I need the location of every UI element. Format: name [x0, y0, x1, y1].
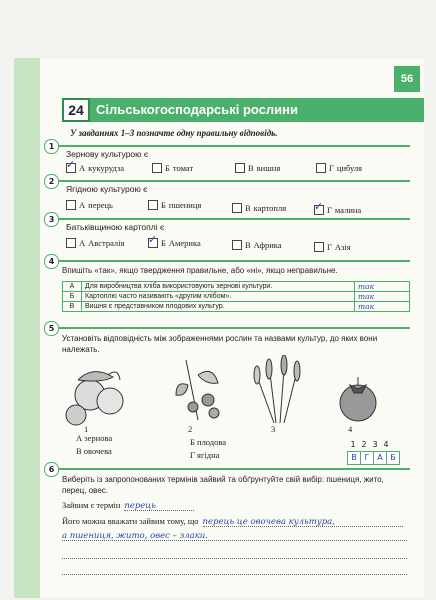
- answer-line-4[interactable]: [62, 548, 407, 559]
- choice-c: [76, 446, 112, 456]
- grid-header-1: 1: [350, 440, 356, 449]
- topic-number: 24: [62, 98, 90, 122]
- table-row: [63, 282, 410, 292]
- choice-d-label: ягідна: [197, 450, 220, 460]
- wheat-illustration: [254, 355, 300, 423]
- q3-option-b-label: Америка: [168, 238, 201, 248]
- q2-option-b-checkbox[interactable]: [148, 200, 158, 210]
- q2-option-b-label: пшениця: [168, 200, 202, 210]
- row-statement: Для виробництва хліба використовують зернові культури.: [82, 282, 355, 292]
- q2-option-c-letter: В: [245, 203, 251, 213]
- q1-option-c-label: вишня: [256, 163, 281, 173]
- q3-option-a-label: Австралія: [88, 238, 125, 248]
- table-row: [63, 302, 410, 312]
- q3-option-a-checkbox[interactable]: [66, 238, 76, 248]
- grid-header-2: 2: [361, 440, 367, 449]
- question-3-text: Батьківщиною картоплі є: [66, 222, 165, 232]
- q1-option-b[interactable]: [152, 163, 193, 173]
- choice-b: [190, 437, 226, 447]
- page-sidebar: [14, 58, 40, 598]
- apple-illustration: [66, 372, 123, 425]
- row-letter: А: [63, 282, 82, 292]
- q1-option-a[interactable]: [66, 159, 125, 173]
- image-number-3: 3: [271, 424, 276, 434]
- q3-option-a[interactable]: [66, 238, 124, 248]
- q3-option-c-label: Африка: [253, 240, 282, 250]
- row-letter: Б: [63, 292, 82, 302]
- question-1-number: 1: [44, 139, 59, 154]
- check-mark-icon: ✓: [148, 234, 158, 246]
- choice-b-label: плодова: [197, 437, 227, 447]
- q1-option-c[interactable]: [235, 163, 280, 173]
- answer-line-3[interactable]: [62, 530, 407, 541]
- row-statement: Вишня є представником плодових культур.: [82, 302, 355, 312]
- question-1-text: Зернову культурою є: [66, 149, 149, 159]
- question-5-number: 5: [44, 321, 59, 336]
- q1-option-d[interactable]: [316, 163, 362, 173]
- question-6-text: Виберіть із запропонованих термінів зайвий та обґрунтуйте свій вибір: пшениця, жито, перец, овес.: [62, 475, 384, 495]
- q3-option-d-letter: Г: [327, 242, 332, 252]
- answer-cell[interactable]: так: [355, 292, 410, 302]
- q3-option-a-letter: А: [79, 238, 86, 248]
- q3-option-d[interactable]: [314, 242, 351, 252]
- check-mark-icon: ✓: [66, 159, 76, 171]
- q1-option-a-checkbox[interactable]: [66, 159, 76, 173]
- plant-illustrations: [58, 355, 418, 430]
- answer-line-1-label: Зайвим є термін: [62, 500, 121, 510]
- answer-cell[interactable]: так: [355, 302, 410, 312]
- question-3-number: 3: [44, 212, 59, 227]
- answer-line-1-value: перець: [124, 501, 156, 511]
- answer-line-5[interactable]: [62, 564, 407, 575]
- q2-option-a-label: перець: [88, 200, 113, 210]
- choice-c-letter: В: [76, 446, 82, 456]
- answer-line-1: [62, 500, 194, 511]
- q2-option-d[interactable]: [314, 201, 362, 215]
- answer-line-2-value: перець це овочева культура,: [202, 517, 335, 527]
- answer-line-3-value: а пшениця, жито, овес – злаки.: [62, 531, 208, 541]
- q2-option-c[interactable]: [232, 203, 286, 213]
- q2-option-a[interactable]: [66, 200, 113, 210]
- q3-option-c[interactable]: [232, 240, 282, 250]
- image-number-2: 2: [188, 424, 193, 434]
- q2-option-d-label: малина: [334, 205, 362, 215]
- question-3-rule: [58, 218, 410, 220]
- q2-option-c-label: картопля: [253, 203, 287, 213]
- answer-grid-cell-1[interactable]: В: [347, 451, 361, 465]
- question-2-text: Ягідною культурою є: [66, 184, 148, 194]
- image-number-1: 1: [84, 424, 89, 434]
- q1-option-a-label: кукурудза: [88, 163, 125, 173]
- answer-cell[interactable]: так: [355, 282, 410, 292]
- answer-line-1-field[interactable]: [124, 500, 194, 511]
- q2-option-c-checkbox[interactable]: [232, 203, 242, 213]
- q3-option-b[interactable]: [148, 234, 201, 248]
- choice-a: [76, 433, 112, 443]
- q3-option-d-label: Азія: [334, 242, 351, 252]
- q3-option-c-letter: В: [245, 240, 251, 250]
- q2-option-b-letter: Б: [161, 200, 166, 210]
- q1-option-b-checkbox[interactable]: [152, 163, 162, 173]
- q1-option-a-letter: А: [79, 163, 86, 173]
- table-row: [63, 292, 410, 302]
- q1-option-c-checkbox[interactable]: [235, 163, 245, 173]
- q1-option-c-letter: В: [248, 163, 254, 173]
- choice-c-label: овочева: [83, 446, 112, 456]
- q2-option-d-checkbox[interactable]: [314, 201, 324, 215]
- choice-d-letter: Г: [190, 450, 195, 460]
- question-4-text: Впишіть «так», якщо твердження правильне, або «ні», якщо неправильне.: [62, 266, 338, 275]
- true-false-table: [62, 281, 410, 312]
- choice-a-letter: А: [76, 433, 83, 443]
- answer-grid-header: [348, 440, 392, 449]
- q3-option-b-checkbox[interactable]: [148, 234, 158, 248]
- q1-option-b-letter: Б: [165, 163, 170, 173]
- row-statement: Картоплю часто називають «другим хлібом».: [82, 292, 355, 302]
- question-2-rule: [58, 180, 410, 182]
- tomato-illustration: [340, 377, 376, 421]
- question-5-rule: [58, 327, 410, 329]
- instruction: У завданнях 1–3 позначте одну правильну відповідь.: [70, 128, 278, 138]
- q2-option-d-letter: Г: [327, 205, 332, 215]
- question-1-rule: [58, 145, 410, 147]
- q3-option-c-checkbox[interactable]: [232, 240, 242, 250]
- q1-option-d-letter: Г: [329, 163, 334, 173]
- q3-option-d-checkbox[interactable]: [314, 242, 324, 252]
- answer-line-2-label: Його можна вважати зайвим тому, що: [62, 516, 199, 526]
- question-6-number: 6: [44, 462, 59, 477]
- q1-option-b-label: томат: [172, 163, 194, 173]
- question-6-rule: [58, 468, 410, 470]
- answer-grid-cell-2[interactable]: Г: [360, 451, 374, 465]
- answer-grid-cell-4[interactable]: Б: [386, 451, 400, 465]
- answer-grid: [348, 451, 400, 465]
- grid-header-4: 4: [383, 440, 389, 449]
- choice-b-letter: Б: [190, 437, 195, 447]
- question-4-rule: [58, 260, 410, 262]
- grid-header-3: 3: [372, 440, 378, 449]
- question-2-number: 2: [44, 174, 59, 189]
- check-mark-icon: ✓: [314, 201, 324, 213]
- q2-option-a-letter: А: [79, 200, 86, 210]
- q3-option-b-letter: Б: [161, 238, 166, 248]
- raspberry-illustration: [176, 360, 219, 420]
- q1-option-d-label: цибуля: [336, 163, 363, 173]
- answer-line-2: [62, 516, 403, 527]
- row-letter: В: [63, 302, 82, 312]
- question-5-text: Установіть відповідність між зображеннями рослин та назвами культур, до яких вони належать.: [62, 334, 378, 354]
- choice-d: [190, 450, 219, 460]
- answer-grid-cell-3[interactable]: А: [373, 451, 387, 465]
- answer-line-2-field[interactable]: [203, 516, 403, 527]
- topic-title: Сільськогосподарські рослини: [90, 98, 424, 122]
- question-4-number: 4: [44, 254, 59, 269]
- q2-option-b[interactable]: [148, 200, 201, 210]
- q1-option-d-checkbox[interactable]: [316, 163, 326, 173]
- image-number-4: 4: [348, 424, 353, 434]
- q2-option-a-checkbox[interactable]: [66, 200, 76, 210]
- choice-a-label: зернова: [84, 433, 113, 443]
- page-number: 56: [394, 66, 420, 92]
